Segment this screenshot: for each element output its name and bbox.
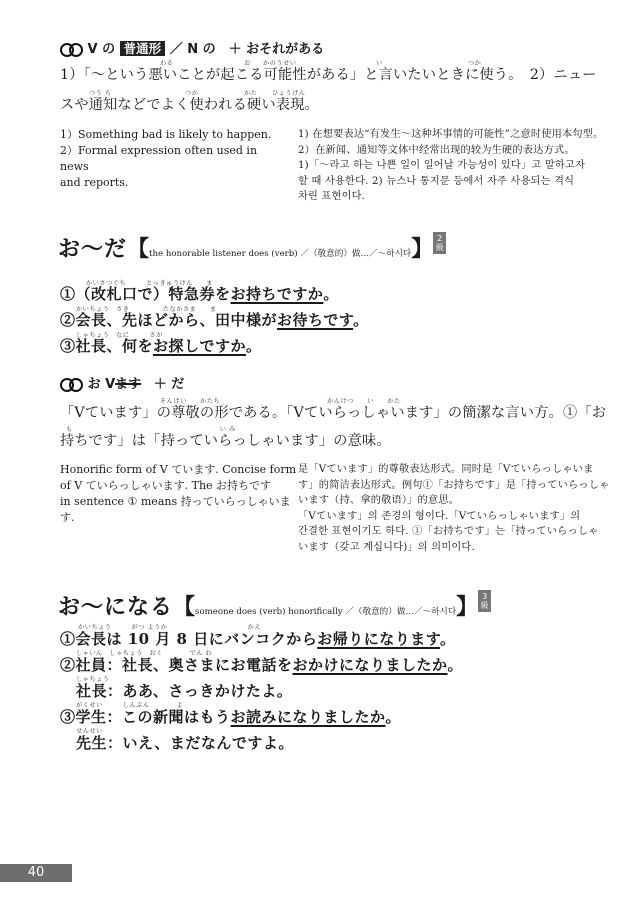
chinese-line: 1) 在想要表达“有发生～这种坏事情的可能性”之意时使用本句型。: [298, 129, 604, 140]
furigana-example-1: かいちょう がつ ようか かえ: [78, 624, 262, 631]
level-number: 2: [437, 234, 443, 243]
furigana-example-1: かいさつぐち とっきゅうけん ま: [86, 280, 213, 287]
furigana-okoru: お: [244, 60, 251, 67]
furigana-example-3: がくせい しんぶん よ: [76, 702, 183, 709]
explanation-line-1: 1）「～という悪いことが起こる可能性がある」と言いたいときに使う。 2）ニュー: [60, 67, 597, 83]
explanation-line-2: スや通知などでよく使われる硬い表現。: [60, 97, 319, 113]
korean-line: 1)「～라고 하는 나쁜 일이 일어날 가능성이 있다」고 말하고자: [298, 160, 585, 171]
furigana-hyougen: ひょうげん: [272, 90, 306, 97]
pattern-plus: ＋ だ: [153, 377, 185, 392]
english-translation-1: [60, 127, 285, 191]
level-badge: [433, 232, 446, 254]
description-line-2: 持ちです」は「持っていらっしゃいます」の意味。: [60, 433, 391, 449]
furigana-example-2: しゃいん しゃちょう おく でん わ: [76, 650, 213, 657]
furigana-iu: い: [376, 60, 383, 67]
chinese-line: います（持、拿的敬语）」的意思。: [298, 495, 460, 506]
pattern-icon: [60, 43, 83, 57]
english-line: and reports.: [60, 176, 129, 189]
korean-line: 차린 표현이다.: [298, 191, 366, 202]
pattern-header-2: [60, 376, 184, 394]
pattern-icon: [60, 378, 83, 392]
example-1: ①会長は 10 月 8 日にバンコクからお帰りになります。: [60, 630, 456, 648]
chinese-korean-translation-2: [298, 462, 610, 555]
furigana-tsuuchi: つう ち: [89, 90, 112, 97]
furigana-warui: わる: [160, 60, 174, 67]
description-line-1: 「Vています」の尊敬の形である。「Vていらっしゃいます」の簡潔な言い方。①「お: [60, 405, 607, 421]
furigana-example-3: しゃちょう なに さが: [76, 332, 163, 339]
example-3: ③社長、何をお探しですか。: [60, 337, 262, 355]
furigana-tsukawareru: つか: [185, 90, 199, 97]
korean-line: います（갖고 계십니다)」의 의미이다.: [298, 541, 475, 553]
level-kyu: 級: [435, 243, 444, 252]
pattern-v-label: V の: [87, 42, 116, 57]
heading-title: お～だ: [58, 237, 128, 262]
korean-line: 간결한 표현이기도 하다. ①「お持ちです」는「持っていらっしゃ: [298, 526, 599, 537]
english-line: す.: [60, 511, 75, 524]
english-line: 2）Formal expression often used in news: [60, 144, 258, 173]
pattern-rest: ／ N の ＋ おそれがある: [169, 42, 325, 57]
korean-line: 할 때 사용한다. 2) 뉴스나 통지문 등에서 자주 사용되는 격식: [298, 175, 575, 187]
furigana-example-3b: せんせい: [76, 728, 103, 735]
pattern-header-1: [60, 40, 324, 59]
bracket-close: 】: [411, 237, 434, 262]
english-translation-2: [60, 462, 297, 526]
furigana-desc-2: も い み: [66, 426, 236, 433]
chinese-korean-translation-1: [298, 127, 604, 205]
furigana-example-2: かいちょう さき たなかさま ま: [76, 306, 217, 313]
level-badge: [478, 590, 491, 612]
bracket-open: 【: [173, 595, 196, 620]
korean-line: 「Vています」의 존경의 형이다.「Vていらっしゃいます」의: [298, 510, 581, 522]
pattern-masu: ます: [115, 377, 142, 392]
pattern-v: V: [105, 377, 116, 392]
furigana-kanousei: かのうせい: [263, 60, 297, 67]
heading-title: お～になる: [58, 595, 174, 620]
example-3-reply: 先生：いえ、まだなんですよ。: [76, 734, 294, 752]
english-line: of V ていらっしゃいます. The お持ちです: [60, 479, 271, 492]
pattern-o: お: [87, 377, 101, 392]
furigana-example-2b: しゃちょう: [76, 676, 110, 683]
furigana-desc-1: そんけい かたち かんけつ い かた: [160, 398, 401, 405]
heading-subtitle: someone does (verb) honorifically ／（敬意的）做…／～하시다: [195, 607, 457, 617]
page-number: 40: [0, 864, 72, 882]
english-line: in sentence ① means 持っていらっしゃいま: [60, 495, 291, 508]
level-number: 3: [482, 592, 488, 601]
english-line: 1）Something bad is likely to happen.: [60, 128, 272, 141]
furigana-tsukau: つか: [468, 60, 482, 67]
example-1: ①（改札口で）特急券をお持ちですか。: [60, 285, 339, 303]
heading-subtitle: the honorable listener does (verb) ／（敬意的）做…／～하시다: [149, 249, 412, 259]
level-kyu: 級: [480, 601, 489, 610]
example-2: ②会長、先ほどから、田中様がお待ちです。: [60, 311, 369, 329]
english-line: Honorific form of V ています. Concise form: [60, 463, 297, 476]
bracket-close: 】: [456, 595, 479, 620]
example-2-reply: 社長：ああ、さっきかけたよ。: [76, 682, 293, 700]
example-3: ③学生：この新聞はもうお読みになりましたか。: [60, 708, 402, 726]
example-2: ②社員：社長、奥さまにお電話をおかけになりましたか。: [60, 656, 464, 674]
grammar-heading-o-ni-naru: [58, 590, 491, 621]
chinese-line: 2）在新闻、通知等文体中经常出现的较为生硬的表达方式。: [298, 144, 575, 156]
grammar-heading-o-da: [58, 232, 446, 263]
chinese-line: 是「Vています」的尊敬表达形式。同时是「Vていらっしゃいま: [298, 464, 594, 475]
furigana-katai: かた: [244, 90, 258, 97]
chinese-line: す」的简洁表达形式。例句①「お持ちです」是「持っていらっしゃ: [298, 479, 610, 491]
bracket-open: 【: [127, 237, 150, 262]
plain-form-tag: 普通形: [120, 41, 166, 56]
